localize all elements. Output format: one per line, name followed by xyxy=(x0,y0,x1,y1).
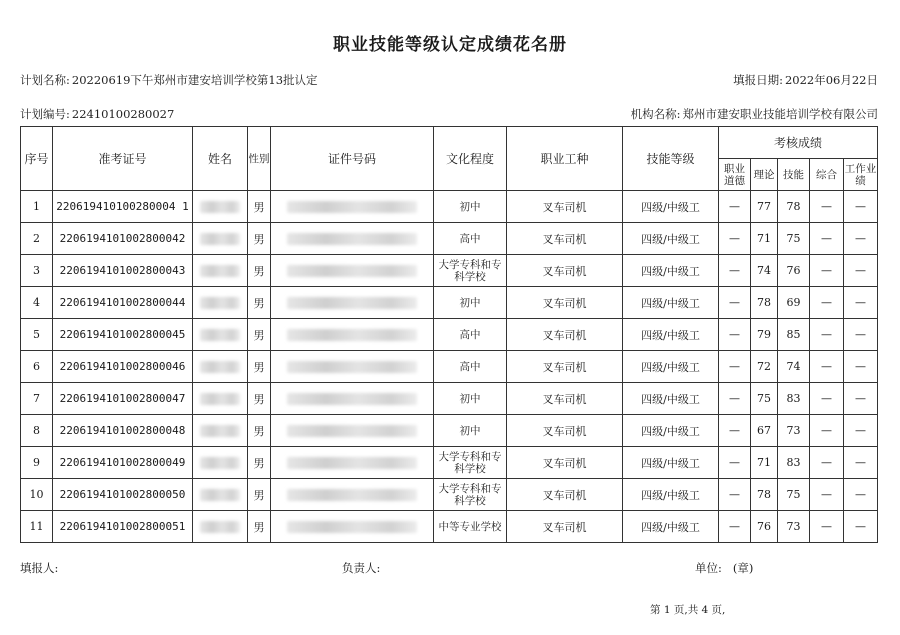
cell-theory: 76 xyxy=(751,511,778,543)
redaction-mark xyxy=(287,297,417,309)
cell-exam-no: 2206194101002800042 xyxy=(53,223,193,255)
fill-date xyxy=(733,72,878,88)
cell-theory: 77 xyxy=(751,191,778,223)
header-gender: 性别 xyxy=(248,127,271,191)
redaction-mark xyxy=(200,201,240,213)
cell-skill: 69 xyxy=(778,287,810,319)
redaction-mark xyxy=(287,393,417,405)
cell-education: 初中 xyxy=(434,191,507,223)
header-theory: 理论 xyxy=(751,159,778,191)
cell-performance: — xyxy=(844,351,878,383)
cell-theory: 79 xyxy=(751,319,778,351)
cell-level: 四级/中级工 xyxy=(623,447,719,479)
cell-overall: — xyxy=(810,351,844,383)
cell-education: 大学专科和专科学校 xyxy=(434,255,507,287)
cell-seq: 6 xyxy=(21,351,53,383)
cell-ethics: — xyxy=(719,191,751,223)
table-row xyxy=(21,415,878,447)
cell-name-redacted xyxy=(193,319,248,351)
cell-name-redacted xyxy=(193,223,248,255)
cell-skill: 73 xyxy=(778,415,810,447)
cell-seq: 2 xyxy=(21,223,53,255)
redaction-mark xyxy=(200,233,240,245)
cell-overall: — xyxy=(810,319,844,351)
cell-education: 初中 xyxy=(434,383,507,415)
cell-level: 四级/中级工 xyxy=(623,383,719,415)
redaction-mark xyxy=(200,457,240,469)
responsible-label: 负责人: xyxy=(342,561,381,575)
cell-education: 高中 xyxy=(434,223,507,255)
cell-seq: 8 xyxy=(21,415,53,447)
cell-level: 四级/中级工 xyxy=(623,287,719,319)
cell-exam-no: 2206194101002800048 xyxy=(53,415,193,447)
cell-ethics: — xyxy=(719,479,751,511)
cell-exam-no: 2206194101002800044 xyxy=(53,287,193,319)
cell-level: 四级/中级工 xyxy=(623,511,719,543)
cell-job: 叉车司机 xyxy=(507,319,623,351)
cell-exam-no: 2206194101002800046 xyxy=(53,351,193,383)
plan-name xyxy=(20,72,318,88)
cell-id-redacted xyxy=(271,287,434,319)
cell-overall: — xyxy=(810,415,844,447)
cell-exam-no: 2206194101002800049 xyxy=(53,447,193,479)
plan-name-value: 20220619下午郑州市建安培训学校第13批认定 xyxy=(71,73,318,87)
header-job: 职业工种 xyxy=(507,127,623,191)
cell-level: 四级/中级工 xyxy=(623,351,719,383)
cell-seq: 7 xyxy=(21,383,53,415)
header-name: 姓名 xyxy=(193,127,248,191)
cell-level: 四级/中级工 xyxy=(623,415,719,447)
header-performance: 工作业绩 xyxy=(844,159,878,191)
cell-level: 四级/中级工 xyxy=(623,319,719,351)
cell-gender: 男 xyxy=(248,191,271,223)
cell-theory: 71 xyxy=(751,447,778,479)
cell-performance: — xyxy=(844,383,878,415)
cell-ethics: — xyxy=(719,511,751,543)
redaction-mark xyxy=(200,297,240,309)
plan-number-value: 22410100280027 xyxy=(71,107,175,121)
header-skill: 技能 xyxy=(778,159,810,191)
redaction-mark xyxy=(200,489,240,501)
cell-id-redacted xyxy=(271,479,434,511)
cell-overall: — xyxy=(810,223,844,255)
cell-id-redacted xyxy=(271,319,434,351)
table-row xyxy=(21,319,878,351)
cell-name-redacted xyxy=(193,383,248,415)
header-level: 技能等级 xyxy=(623,127,719,191)
redaction-mark xyxy=(287,233,417,245)
cell-performance: — xyxy=(844,511,878,543)
cell-gender: 男 xyxy=(248,287,271,319)
redaction-mark xyxy=(287,201,417,213)
cell-seq: 3 xyxy=(21,255,53,287)
cell-exam-no: 220619410100280004 1 xyxy=(53,191,193,223)
cell-skill: 73 xyxy=(778,511,810,543)
cell-skill: 76 xyxy=(778,255,810,287)
redaction-mark xyxy=(287,361,417,373)
cell-gender: 男 xyxy=(248,415,271,447)
redaction-mark xyxy=(200,265,240,277)
cell-skill: 83 xyxy=(778,447,810,479)
cell-exam-no: 2206194101002800043 xyxy=(53,255,193,287)
cell-gender: 男 xyxy=(248,223,271,255)
redaction-mark xyxy=(287,425,417,437)
cell-level: 四级/中级工 xyxy=(623,223,719,255)
redaction-mark xyxy=(200,361,240,373)
cell-performance: — xyxy=(844,255,878,287)
cell-level: 四级/中级工 xyxy=(623,255,719,287)
cell-level: 四级/中级工 xyxy=(623,191,719,223)
cell-job: 叉车司机 xyxy=(507,287,623,319)
cell-id-redacted xyxy=(271,351,434,383)
cell-overall: — xyxy=(810,255,844,287)
cell-job: 叉车司机 xyxy=(507,479,623,511)
header-education: 文化程度 xyxy=(434,127,507,191)
cell-gender: 男 xyxy=(248,447,271,479)
cell-job: 叉车司机 xyxy=(507,511,623,543)
cell-seq: 9 xyxy=(21,447,53,479)
redaction-mark xyxy=(200,329,240,341)
cell-performance: — xyxy=(844,415,878,447)
fill-date-value: 2022年06月22日 xyxy=(784,73,878,87)
cell-performance: — xyxy=(844,319,878,351)
cell-name-redacted xyxy=(193,255,248,287)
cell-gender: 男 xyxy=(248,511,271,543)
cell-ethics: — xyxy=(719,383,751,415)
cell-ethics: — xyxy=(719,319,751,351)
cell-performance: — xyxy=(844,287,878,319)
cell-job: 叉车司机 xyxy=(507,415,623,447)
cell-seq: 10 xyxy=(21,479,53,511)
cell-id-redacted xyxy=(271,255,434,287)
cell-theory: 67 xyxy=(751,415,778,447)
cell-job: 叉车司机 xyxy=(507,383,623,415)
header-id-no: 证件号码 xyxy=(271,127,434,191)
cell-skill: 74 xyxy=(778,351,810,383)
table-row xyxy=(21,287,878,319)
cell-education: 大学专科和专科学校 xyxy=(434,447,507,479)
cell-id-redacted xyxy=(271,383,434,415)
redaction-mark xyxy=(287,329,417,341)
redaction-mark xyxy=(287,457,417,469)
redaction-mark xyxy=(287,489,417,501)
cell-performance: — xyxy=(844,447,878,479)
cell-id-redacted xyxy=(271,415,434,447)
header-overall: 综合 xyxy=(810,159,844,191)
cell-exam-no: 2206194101002800045 xyxy=(53,319,193,351)
header-exam-no: 准考证号 xyxy=(53,127,193,191)
cell-gender: 男 xyxy=(248,479,271,511)
header-seq: 序号 xyxy=(21,127,53,191)
table-row xyxy=(21,351,878,383)
cell-ethics: — xyxy=(719,255,751,287)
plan-number-label: 计划编号: xyxy=(20,107,70,121)
redaction-mark xyxy=(200,425,240,437)
cell-performance: — xyxy=(844,479,878,511)
cell-gender: 男 xyxy=(248,351,271,383)
organization-value: 郑州市建安职业技能培训学校有限公司 xyxy=(682,107,878,121)
table-row xyxy=(21,191,878,223)
cell-theory: 74 xyxy=(751,255,778,287)
cell-seq: 1 xyxy=(21,191,53,223)
cell-skill: 83 xyxy=(778,383,810,415)
cell-education: 大学专科和专科学校 xyxy=(434,479,507,511)
cell-theory: 75 xyxy=(751,383,778,415)
cell-education: 初中 xyxy=(434,415,507,447)
cell-overall: — xyxy=(810,191,844,223)
table-row xyxy=(21,511,878,543)
cell-ethics: — xyxy=(719,287,751,319)
organization-label: 机构名称: xyxy=(630,107,681,121)
roster-body xyxy=(21,191,878,543)
fill-date-label: 填报日期: xyxy=(733,73,783,87)
cell-overall: — xyxy=(810,383,844,415)
cell-education: 高中 xyxy=(434,351,507,383)
plan-name-label: 计划名称: xyxy=(20,73,70,87)
cell-name-redacted xyxy=(193,479,248,511)
seal-text: (章) xyxy=(732,561,754,575)
cell-id-redacted xyxy=(271,223,434,255)
cell-overall: — xyxy=(810,287,844,319)
cell-id-redacted xyxy=(271,191,434,223)
cell-exam-no: 2206194101002800051 xyxy=(53,511,193,543)
cell-ethics: — xyxy=(719,415,751,447)
cell-seq: 4 xyxy=(21,287,53,319)
score-roster-table xyxy=(20,126,878,543)
cell-ethics: — xyxy=(719,447,751,479)
page-indicator: 第 1 页,共 4 页, xyxy=(650,604,726,616)
cell-skill: 85 xyxy=(778,319,810,351)
cell-name-redacted xyxy=(193,511,248,543)
page-title: 职业技能等级认定成绩花名册 xyxy=(333,35,567,55)
cell-exam-no: 2206194101002800050 xyxy=(53,479,193,511)
cell-job: 叉车司机 xyxy=(507,351,623,383)
cell-job: 叉车司机 xyxy=(507,255,623,287)
redaction-mark xyxy=(200,393,240,405)
cell-overall: — xyxy=(810,447,844,479)
cell-name-redacted xyxy=(193,287,248,319)
cell-seq: 11 xyxy=(21,511,53,543)
cell-overall: — xyxy=(810,511,844,543)
redaction-mark xyxy=(287,265,417,277)
redaction-mark xyxy=(287,521,417,533)
cell-name-redacted xyxy=(193,351,248,383)
cell-ethics: — xyxy=(719,223,751,255)
cell-theory: 71 xyxy=(751,223,778,255)
cell-overall: — xyxy=(810,479,844,511)
cell-gender: 男 xyxy=(248,319,271,351)
filler-label: 填报人: xyxy=(20,561,59,575)
cell-ethics: — xyxy=(719,351,751,383)
cell-performance: — xyxy=(844,191,878,223)
cell-seq: 5 xyxy=(21,319,53,351)
cell-gender: 男 xyxy=(248,255,271,287)
cell-level: 四级/中级工 xyxy=(623,479,719,511)
table-row xyxy=(21,383,878,415)
header-ethics: 职业道德 xyxy=(719,159,751,191)
cell-skill: 75 xyxy=(778,223,810,255)
cell-education: 高中 xyxy=(434,319,507,351)
cell-skill: 78 xyxy=(778,191,810,223)
cell-theory: 78 xyxy=(751,479,778,511)
cell-performance: — xyxy=(844,223,878,255)
plan-number xyxy=(20,106,174,122)
cell-theory: 72 xyxy=(751,351,778,383)
cell-job: 叉车司机 xyxy=(507,223,623,255)
table-row xyxy=(21,223,878,255)
unit-label: 单位: xyxy=(695,561,722,575)
table-row xyxy=(21,255,878,287)
cell-job: 叉车司机 xyxy=(507,447,623,479)
cell-skill: 75 xyxy=(778,479,810,511)
cell-id-redacted xyxy=(271,511,434,543)
organization xyxy=(631,106,878,122)
cell-job: 叉车司机 xyxy=(507,191,623,223)
cell-name-redacted xyxy=(193,415,248,447)
cell-exam-no: 2206194101002800047 xyxy=(53,383,193,415)
cell-name-redacted xyxy=(193,191,248,223)
header-scores: 考核成绩 xyxy=(719,127,878,159)
cell-id-redacted xyxy=(271,447,434,479)
unit-seal xyxy=(695,560,753,576)
cell-education: 中等专业学校 xyxy=(434,511,507,543)
cell-name-redacted xyxy=(193,447,248,479)
cell-theory: 78 xyxy=(751,287,778,319)
cell-education: 初中 xyxy=(434,287,507,319)
table-row xyxy=(21,447,878,479)
cell-gender: 男 xyxy=(248,383,271,415)
redaction-mark xyxy=(200,521,240,533)
table-row xyxy=(21,479,878,511)
